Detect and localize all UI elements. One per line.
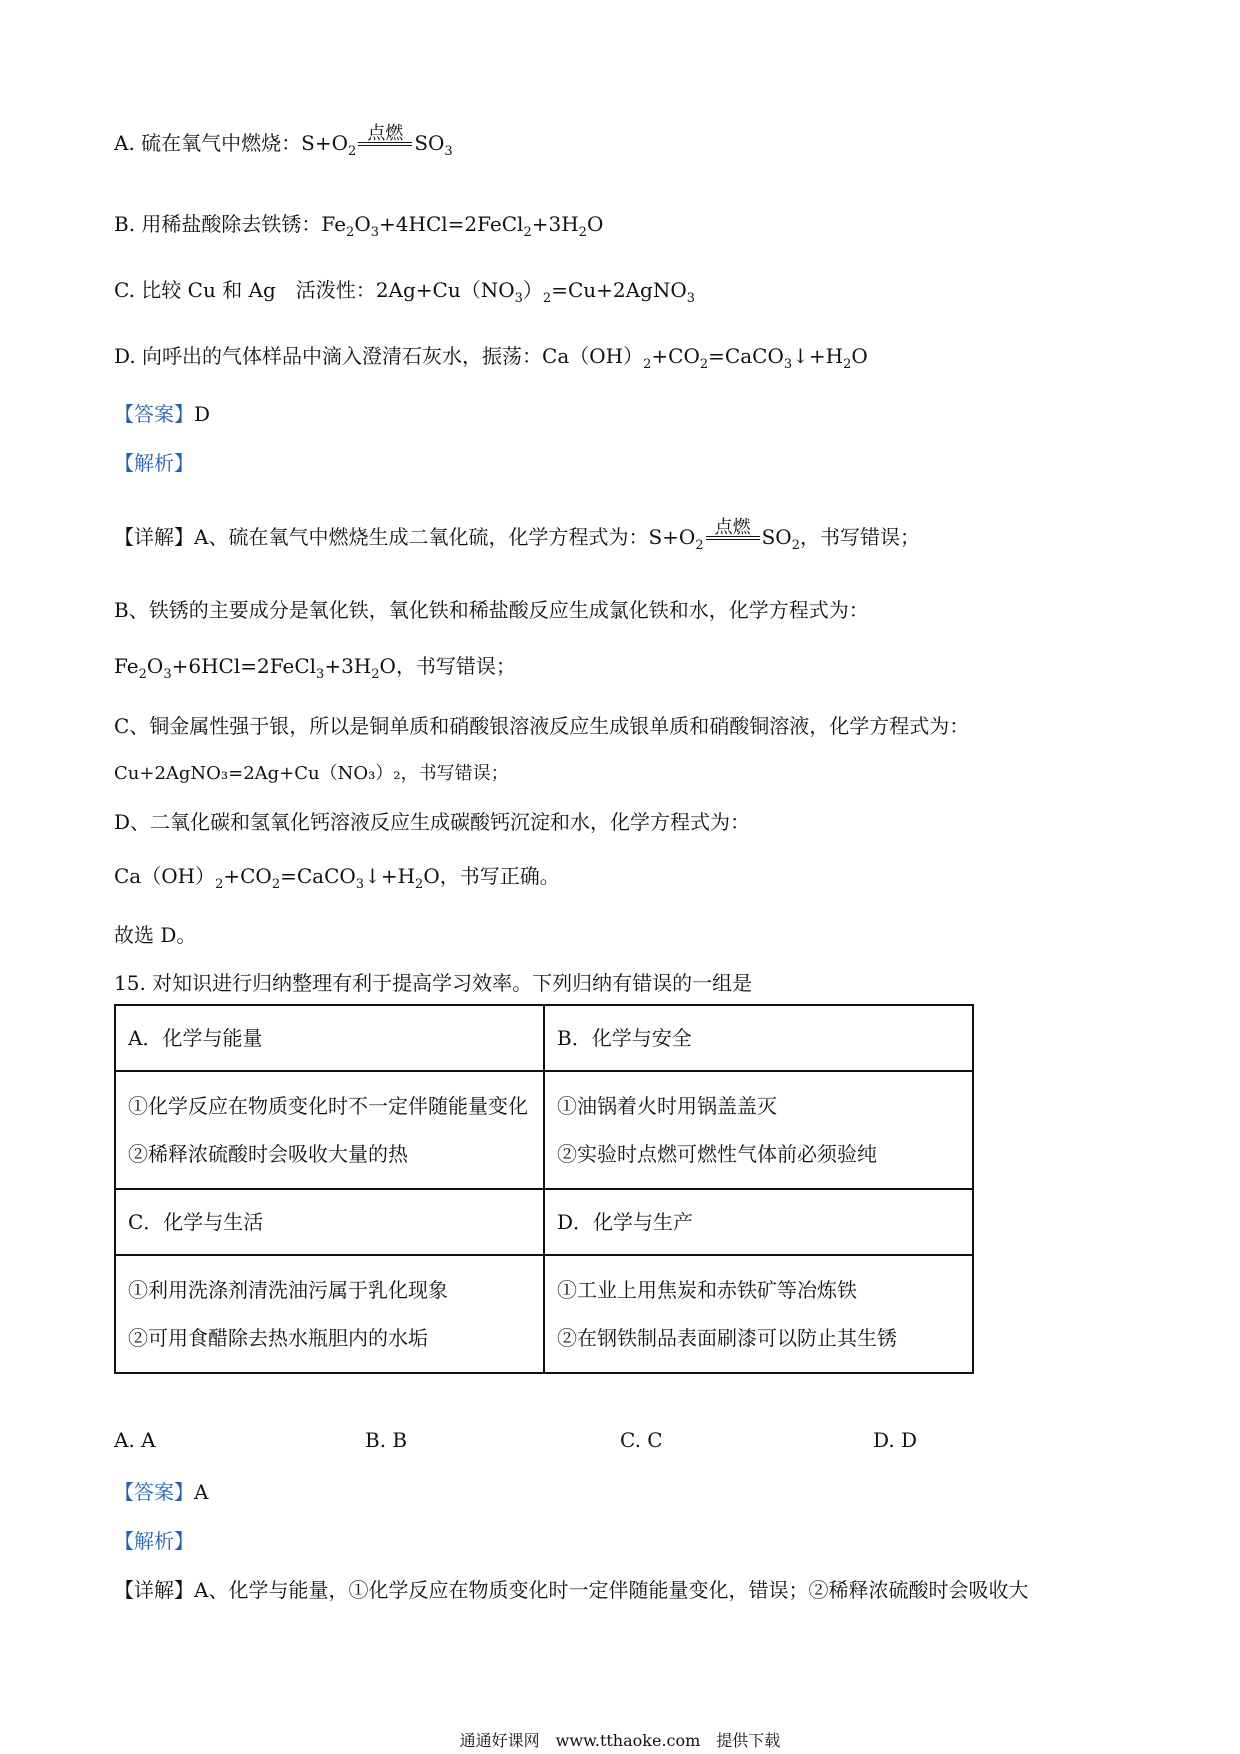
question-15-stem: 15. 对知识进行归纳整理有利于提高学习效率。下列归纳有错误的一组是 [114,971,753,995]
answer-line-15: 【答案】A [114,1480,209,1504]
choice-d: D. D [873,1428,918,1452]
option-c: C. 比较 Cu 和 Ag 活泼性：$2Ag+Cu(NO_3)_2=Cu+2AgNO_3$ [114,278,696,306]
reaction-condition: 点燃 [704,540,762,544]
analysis-heading: 【解析】 [114,451,194,475]
footer-source: 通通好课网 www.tthaoke.com 提供下载 [459,1731,781,1750]
option-a: A. 硫在氧气中燃烧：$S+O_2$ 点燃 $SO_3$ [114,123,453,159]
detail-15: 【详解】A、化学与能量，①化学反应在物质变化时一定伴随能量变化，错误；②稀释浓硫酸时会吸收大 [114,1578,1029,1602]
cell-a-items: ①化学反应在物质变化时不一定伴随能量变化 ②稀释浓硫酸时会吸收大量的热 [115,1071,544,1189]
option-b: B. 用稀盐酸除去铁锈：$Fe_2O_3+4HCl=2FeCl_2+3H_2O$ [114,212,604,240]
analysis-heading-15: 【解析】 [114,1529,194,1553]
choice-a: A. A [114,1428,156,1452]
knowledge-table [114,1004,974,1374]
cell-d-items: ①工业上用焦炭和赤铁矿等冶炼铁 ②在钢铁制品表面刷漆可以防止其生锈 [544,1255,973,1373]
detail-b-equation: $Fe_2O_3+6HCl=2FeCl_3+3H_2O$，书写错误； [114,654,516,682]
cell-c-head: C．化学与生活 [115,1189,544,1255]
cell-c-items: ①利用洗涤剂清洗油污属于乳化现象 ②可用食醋除去热水瓶胆内的水垢 [115,1255,544,1373]
cell-d-head: D．化学与生产 [544,1189,973,1255]
choice-b: B. B [365,1428,408,1452]
choice-c: C. C [620,1428,663,1452]
cell-b-head: B．化学与安全 [544,1005,973,1071]
conclusion: 故选 D。 [114,923,197,947]
answer-line: 【答案】D [114,402,211,426]
detail-d: D、二氧化碳和氢氧化钙溶液反应生成碳酸钙沉淀和水，化学方程式为： [114,810,751,834]
cell-a-head: A．化学与能量 [115,1005,544,1071]
detail-b: B、铁锈的主要成分是氧化铁，氧化铁和稀盐酸反应生成氯化铁和水，化学方程式为： [114,598,869,622]
detail-c-equation: Cu+2AgNO₃=2Ag+Cu（NO₃）₂，书写错误； [114,763,509,784]
detail-d-equation: $Ca(OH)_2+CO_2=CaCO_3↓+H_2O$，书写正确。 [114,864,560,892]
detail-a: 【详解】A、硫在氧气中燃烧生成二氧化硫，化学方程式为：$S+O_2$ 点燃 $SO_2$，书写错误； [114,517,920,553]
option-d: D. 向呼出的气体样品中滴入澄清石灰水，振荡：$Ca(OH)_2+CO_2=CaCO_3↓+H_2O$ [114,344,868,372]
reaction-condition: 点燃 [356,146,414,150]
cell-b-items: ①油锅着火时用锅盖盖灭 ②实验时点燃可燃性气体前必须验纯 [544,1071,973,1189]
detail-c: C、铜金属性强于银，所以是铜单质和硝酸银溶液反应生成银单质和硝酸铜溶液，化学方程式为： [114,714,970,738]
